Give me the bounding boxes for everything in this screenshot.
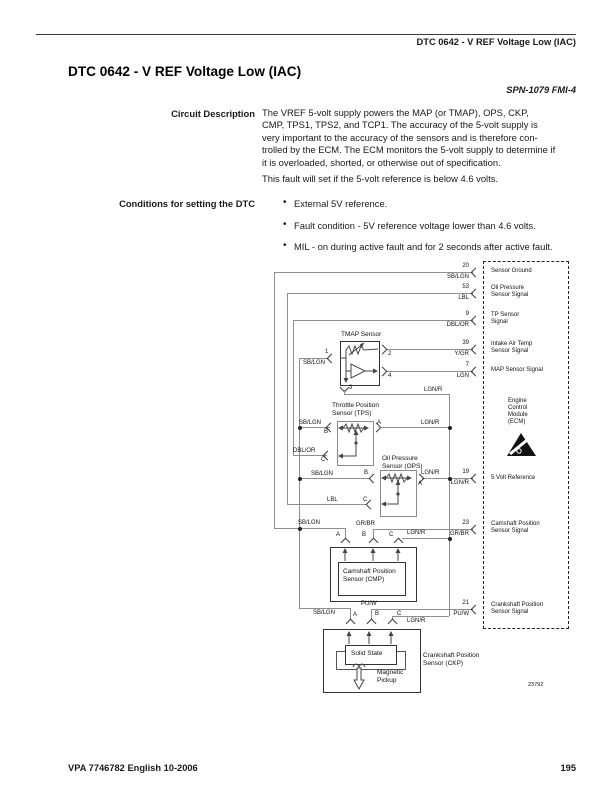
ckp-pinB-connector-icon (367, 619, 377, 629)
cd-line: trolled by the ECM. The ECM monitors the 5-volt supply to determine if (262, 144, 556, 156)
ecm-pin9-connector-icon (471, 316, 481, 326)
pin9-wire (293, 320, 473, 321)
ckp-pinA-wire-color: SB/LGN (313, 610, 336, 616)
ecm-pin-wire-color: DBL/OR (446, 322, 469, 328)
ecm-signal-label: Oil Pressure (491, 285, 525, 291)
ops-title-line2: Sensor (OPS) (382, 463, 423, 470)
ecm-signal-label: Intake Air Temp (491, 341, 533, 347)
cmp-pinB-letter: B (362, 532, 367, 538)
spn-code: SPN-1079 FMI-4 (506, 85, 576, 95)
ecm-pin-wire-color: SB/LGN (446, 274, 469, 280)
pin7-wire (386, 371, 473, 372)
tps-pinC-wire-color: DBL/OR (293, 448, 316, 454)
ckp-pin-arrows (325, 631, 417, 644)
cd-line: very important to the accuracy of the sensors and is therefore con- (262, 131, 538, 143)
ckp-pinA-letter: A (353, 612, 358, 618)
ecm-signal-label: Sensor Signal (491, 348, 529, 354)
ckp-pinC-connector-icon (388, 619, 398, 629)
cmp-pinA-wire-color: SB/LGN (298, 520, 321, 526)
cmp-pinA-wire (274, 528, 345, 529)
magnetic-pickup-icon (352, 663, 368, 690)
tmap-pin2-number: 2 (388, 351, 392, 357)
cmp-pinC-wire-color: LGN/R (407, 530, 426, 536)
condition-item: • MIL - on during active fault and for 2 seconds after active fault. (283, 241, 553, 252)
tmap-pin3-number: 3 (349, 385, 353, 391)
ecm-signal-label: Sensor Signal (491, 292, 529, 298)
ckp-pinB-letter: B (375, 611, 380, 617)
ecm-pin-number: 7 (465, 362, 469, 368)
junction-dot (298, 477, 302, 481)
ecm-pin-wire-color: PU/W (453, 611, 469, 617)
sblgn-bus-wire (299, 358, 300, 608)
ecm-pin-number: 53 (462, 284, 469, 290)
esd-warning-icon (506, 431, 538, 457)
tps-pinA-wire (379, 427, 449, 428)
cd-line: it is overloaded, shorted, or otherwise out of specification. (262, 156, 501, 168)
cmp-pinA-letter: A (336, 532, 341, 538)
ecm-pin-number: 23 (462, 520, 469, 526)
ecm-pin-number: 19 (462, 469, 469, 475)
ecm-pin-wire-color: LGN/R (450, 480, 469, 486)
ckp-pinC-letter: C (397, 611, 402, 617)
ecm-name-line: Control (508, 405, 528, 411)
fault-set-line: This fault will set if the 5-volt reference is below 4.6 volts. (262, 173, 499, 184)
junction-dot (448, 426, 452, 430)
ckp-pinB-wire-color: PU/W (361, 601, 377, 607)
tmap-title: TMAP Sensor (341, 331, 382, 338)
cmp-pinC-connector-icon (394, 538, 404, 548)
circuit-description-text (262, 107, 555, 169)
ecm-pin53-connector-icon (471, 289, 481, 299)
ecm-pin-wire-color: Y/GR (454, 351, 469, 357)
ecm-signal-label: MAP Sensor Signal (491, 367, 543, 373)
tmap-pin1-wire (299, 358, 328, 359)
ops-pinB-wire-color: SB/LGN (311, 471, 334, 477)
ecm-name-line: Module (508, 412, 528, 418)
ops-pinB-letter: B (364, 470, 369, 476)
ckp-pickup-label-line2: Pickup (377, 677, 397, 684)
ops-pinB-wire (299, 478, 370, 479)
ckp-pinA-wire (299, 608, 350, 609)
ecm-signal-label: Signal (491, 319, 508, 325)
tps-pinA-wire-color: LGN/R (421, 420, 440, 426)
cmp-pinB-wire-color: GR/BR (356, 521, 376, 527)
tps-pinB-letter: B (324, 429, 329, 435)
pin20-wire (274, 272, 473, 273)
ecm-signal-label: Crankshaft Position (491, 602, 544, 608)
page-title: DTC 0642 - V REF Voltage Low (IAC) (68, 64, 302, 79)
ckp-pickup-label-line1: Magnetic (377, 669, 404, 676)
footer-page-number: 195 (560, 763, 576, 773)
ckp-label-line1: Crankshaft Position (423, 652, 480, 659)
tps-pinB-wire-color: SB/LGN (299, 420, 322, 426)
footer-document-id: VPA 7746782 English 10-2006 (68, 763, 198, 773)
sensor-ground-bus-wire (274, 272, 275, 528)
running-header: DTC 0642 - V REF Voltage Low (IAC) (416, 37, 576, 47)
ecm-pin39-connector-icon (471, 345, 481, 355)
tmap-pin3-wire-color: LGN/R (424, 387, 443, 393)
tmap-internal-schematic (340, 341, 378, 384)
tps-pinC-letter: C (321, 457, 326, 463)
ecm-signal-label: Sensor Signal (491, 528, 529, 534)
pin39-wire (386, 349, 473, 350)
cmp-pinC-letter: C (389, 532, 394, 538)
tps-internal-schematic (338, 422, 371, 464)
ecm-pin-number: 20 (462, 263, 469, 269)
ops-pinB-connector-icon (369, 474, 379, 484)
ecm-pin-wire-color: GR/BR (449, 531, 469, 537)
cmp-pin-arrows (332, 548, 414, 561)
ops-pinC-letter: C (363, 497, 368, 503)
dblor-bus-wire (293, 320, 294, 455)
conditions-label: Conditions for setting the DTC (119, 198, 255, 209)
ecm-signal-label: Sensor Ground (491, 268, 532, 274)
condition-item: • Fault condition - 5V reference voltage lower than 4.6 volts. (283, 220, 536, 231)
ecm-pin-number: 21 (462, 600, 469, 606)
ckp-label-line2: Sensor (CKP) (423, 660, 464, 667)
condition-item: • External 5V reference. (283, 198, 387, 209)
tmap-pin4-number: 4 (388, 373, 392, 379)
cmp-pinA-connector-icon (341, 538, 351, 548)
ecm-pin21-connector-icon (471, 605, 481, 615)
ops-title-line1: Oil Pressure (382, 455, 418, 462)
ecm-pin-number: 9 (465, 311, 469, 317)
cd-line: CMP, TPS1, TPS2, and TCP1. The accuracy of the 5-volt supply is (262, 119, 538, 131)
ecm-pin19-connector-icon (471, 474, 481, 484)
ecm-signal-label: Camshaft Position (491, 521, 540, 527)
ops-pinA-letter: A (418, 481, 423, 487)
circuit-description-label: Circuit Description (171, 108, 255, 119)
ecm-pin-number: 39 (462, 340, 469, 346)
tmap-pin3-wire-h (344, 394, 449, 395)
junction-dot (298, 527, 302, 531)
tmap-pin1-number: 1 (325, 349, 329, 355)
cd-line: The VREF 5-volt supply powers the MAP (or TMAP), OPS, CKP, (262, 107, 529, 118)
ops-pinC-wire-color: LBL (327, 497, 338, 503)
ecm-name-line: (ECM) (508, 419, 526, 425)
tps-title-line1: Throttle Position (332, 402, 379, 409)
ecm-pin20-connector-icon (471, 268, 481, 278)
pin53-wire (287, 293, 473, 294)
ecm-signal-label: 5 Volt Reference (491, 475, 536, 481)
pin21-wire (371, 609, 473, 610)
ecm-signal-label: Sensor Signal (491, 609, 529, 615)
ecm-signal-label: TP Sensor (491, 312, 520, 318)
header-rule (36, 34, 576, 35)
ecm-pin23-connector-icon (471, 525, 481, 535)
ops-pinA-wire-color: LGN/R (421, 470, 440, 476)
ops-internal-schematic (381, 471, 414, 515)
ecm-pin-wire-color: LBL (458, 295, 469, 301)
lbl-bus-wire (287, 293, 288, 504)
cmp-label-line2: Sensor (CMP) (343, 576, 385, 583)
cmp-pinC-wire (402, 538, 449, 539)
ckp-solid-state-label: Solid State (351, 650, 383, 657)
figure-number: 23792 (528, 682, 544, 688)
ecm-pin-wire-color: LGN (456, 373, 469, 379)
cmp-pinB-connector-icon (369, 538, 379, 548)
ecm-pin7-connector-icon (471, 367, 481, 377)
cmp-label-line1: Camshaft Position (343, 568, 396, 575)
ckp-pinA-connector-icon (346, 619, 356, 629)
tmap-pin1-wire-color: SB/LGN (303, 360, 326, 366)
ckp-pinC-wire-color: LGN/R (407, 618, 426, 624)
tps-title-line2: Sensor (TPS) (332, 410, 372, 417)
tps-pinA-letter: A (377, 420, 382, 426)
ecm-name-line: Engine (508, 398, 527, 404)
ops-pinC-wire (287, 504, 367, 505)
